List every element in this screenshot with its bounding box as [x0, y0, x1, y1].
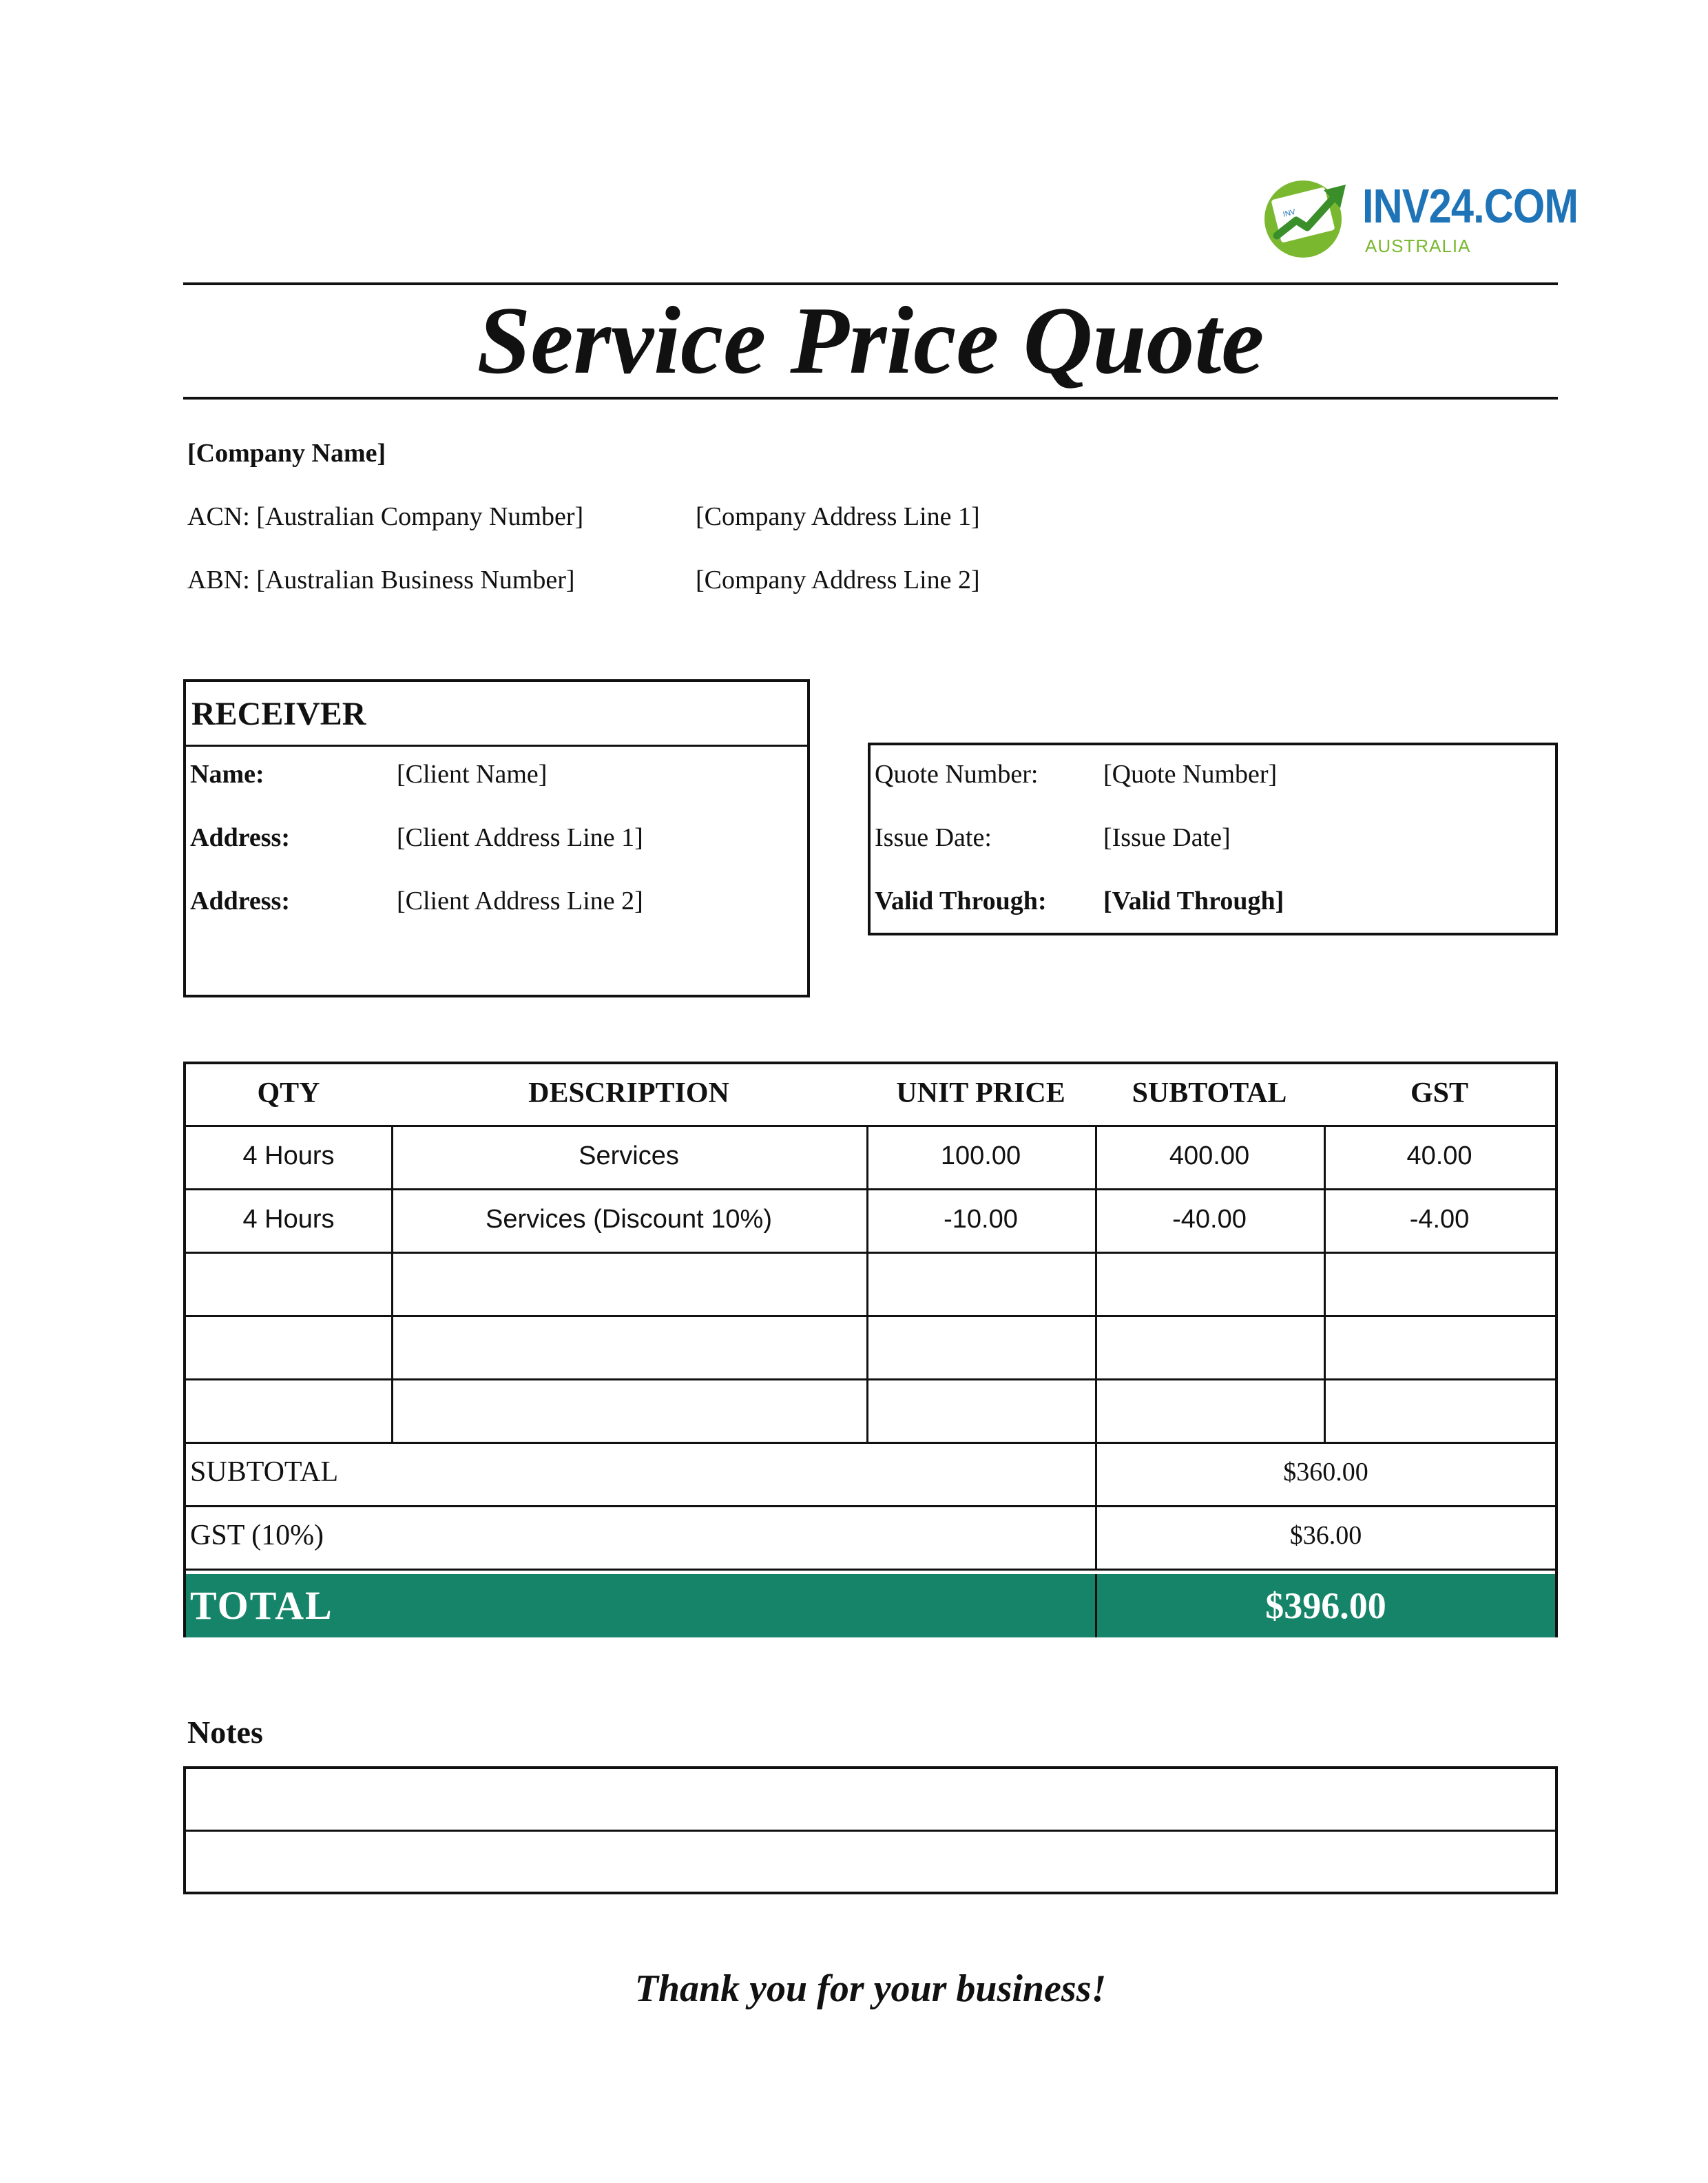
notes-label: Notes	[187, 1715, 263, 1750]
valid-through-value: [Valid Through]	[1103, 887, 1284, 915]
table-rule	[186, 1569, 1555, 1571]
row-2-unit-price: -10.00	[944, 1205, 1018, 1234]
logo-brand-text: INV24.COM	[1362, 179, 1579, 233]
receiver-address-2-label: Address:	[190, 887, 290, 915]
title-bottom-rule	[183, 397, 1558, 400]
header-qty: QTY	[257, 1077, 320, 1109]
row-2-qty: 4 Hours	[242, 1205, 335, 1234]
row-2-gst: -4.00	[1409, 1205, 1470, 1234]
row-1-subtotal: 400.00	[1169, 1141, 1250, 1170]
items-table	[183, 1062, 1558, 1637]
row-1-unit-price: 100.00	[940, 1141, 1021, 1170]
receiver-address-2-value: [Client Address Line 2]	[397, 887, 643, 915]
header-unit-price: UNIT PRICE	[896, 1077, 1065, 1109]
subtotal-label: SUBTOTAL	[190, 1456, 339, 1488]
table-column-rule	[1324, 1125, 1326, 1442]
receiver-name-value: [Client Name]	[397, 760, 548, 789]
quote-number-value: [Quote Number]	[1103, 760, 1278, 789]
row-1-qty: 4 Hours	[242, 1141, 335, 1170]
receiver-address-1-value: [Client Address Line 1]	[397, 823, 643, 852]
total-value: $396.00	[1265, 1585, 1386, 1626]
notes-rule	[186, 1830, 1555, 1832]
subtotal-value: $360.00	[1283, 1458, 1368, 1487]
thank-you-message: Thank you for your business!	[634, 1967, 1107, 2010]
title-top-rule	[183, 282, 1558, 285]
row-2-subtotal: -40.00	[1172, 1205, 1247, 1234]
row-1-gst: 40.00	[1406, 1141, 1472, 1170]
table-column-rule	[866, 1125, 868, 1442]
logo-chart-icon	[1260, 172, 1357, 262]
header-description: DESCRIPTION	[528, 1077, 729, 1109]
company-abn: ABN: [Australian Business Number]	[187, 566, 575, 594]
company-address-line-1: [Company Address Line 1]	[696, 502, 980, 531]
row-2-description: Services (Discount 10%)	[485, 1205, 773, 1234]
page-title: Service Price Quote	[477, 287, 1264, 394]
total-label: TOTAL	[190, 1583, 333, 1628]
quote-info-box	[868, 743, 1558, 935]
gst-value: $36.00	[1289, 1521, 1362, 1550]
table-column-rule	[391, 1125, 393, 1442]
notes-box	[183, 1766, 1558, 1894]
company-name: [Company Name]	[187, 439, 386, 468]
header-subtotal: SUBTOTAL	[1132, 1077, 1287, 1109]
table-column-rule	[1095, 1125, 1097, 1569]
issue-date-label: Issue Date:	[875, 823, 992, 852]
header-gst: GST	[1410, 1077, 1469, 1109]
receiver-box	[183, 679, 810, 997]
valid-through-label: Valid Through:	[875, 887, 1047, 915]
receiver-heading: RECEIVER	[186, 682, 807, 747]
logo-sub-text: AUSTRALIA	[1365, 236, 1471, 256]
company-logo	[1260, 172, 1579, 262]
receiver-address-1-label: Address:	[190, 823, 290, 852]
gst-label: GST (10%)	[190, 1520, 324, 1551]
quote-number-label: Quote Number:	[875, 760, 1039, 789]
company-address-line-2: [Company Address Line 2]	[696, 566, 980, 594]
row-1-description: Services	[579, 1141, 679, 1170]
table-rule	[186, 1505, 1555, 1507]
issue-date-value: [Issue Date]	[1103, 823, 1231, 852]
table-rule	[186, 1442, 1555, 1444]
company-acn: ACN: [Australian Company Number]	[187, 502, 584, 531]
receiver-name-label: Name:	[190, 760, 264, 789]
svg-text:INV: INV	[1282, 207, 1297, 219]
total-row	[186, 1574, 1555, 1637]
